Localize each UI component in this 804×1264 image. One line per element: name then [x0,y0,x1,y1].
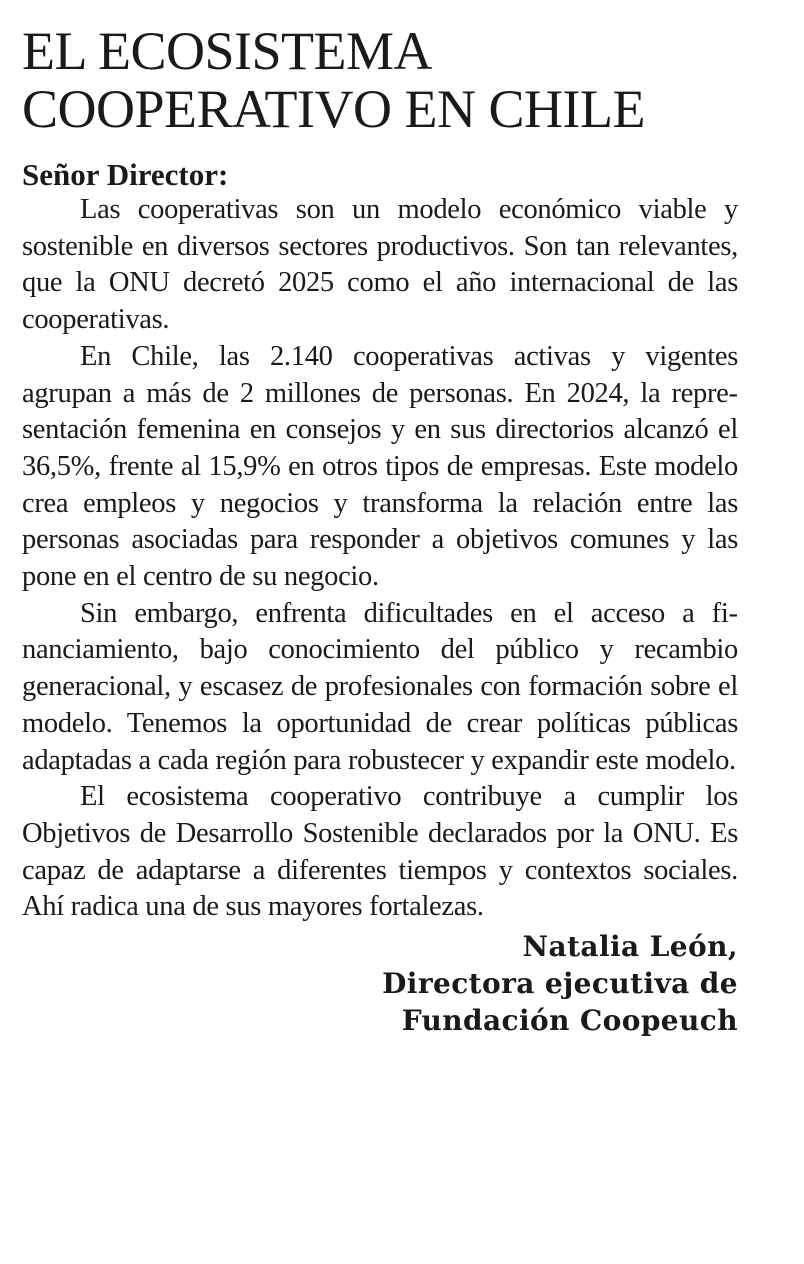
signature-role: Directora ejecutiva de [382,967,738,1001]
paragraph-1: Las cooperativas son un modelo económico viable y sostenible en diversos sectores productivos. Son tan relevantes, que la ONU decretó 2025 como el año internacional de las cooperativas. [22,194,738,336]
letter-article [22,22,738,1039]
headline [22,22,738,138]
headline-line-2: COOPERATIVO EN CHILE [22,79,645,139]
signature-block [22,928,738,1039]
letter-body [22,192,738,926]
signature-organization: Fundación Coopeuch [401,1004,738,1038]
signature-name: Natalia León, [522,930,738,964]
paragraph-2: En Chile, las 2.140 cooperativas activas y vigentes agrupan a más de 2 millones de personas. En 2024, la representación femenina en consejos y en sus directorios alcanzó el 36,5%, frente al 15,9% en otros tipos de empresas. Este modelo crea empleos y negocios y transforma la relación entre las personas asociadas para responder a objetivos comunes y las pone en el centro de su negocio. [22,340,738,593]
paragraph-4: El ecosistema cooperativo contribuye a cumplir los Objetivos de Desarrollo Sostenible declarados por la ONU. Es capaz de adaptarse a diferentes tiempos y contextos sociales. Ahí radica una de sus mayores fortalezas. [22,781,738,923]
salutation: Señor Director: [22,157,229,192]
paragraph-3: Sin embargo, enfrenta dificultades en el acceso a financiamiento, bajo conocimiento del público y recambio generacional, y escasez de profesionales con formación sobre el modelo. Tenemos la oportunidad de crear políticas públicas adaptadas a cada región para robustecer y expandir este modelo. [22,597,738,776]
headline-line-1: EL ECOSISTEMA [22,21,432,81]
